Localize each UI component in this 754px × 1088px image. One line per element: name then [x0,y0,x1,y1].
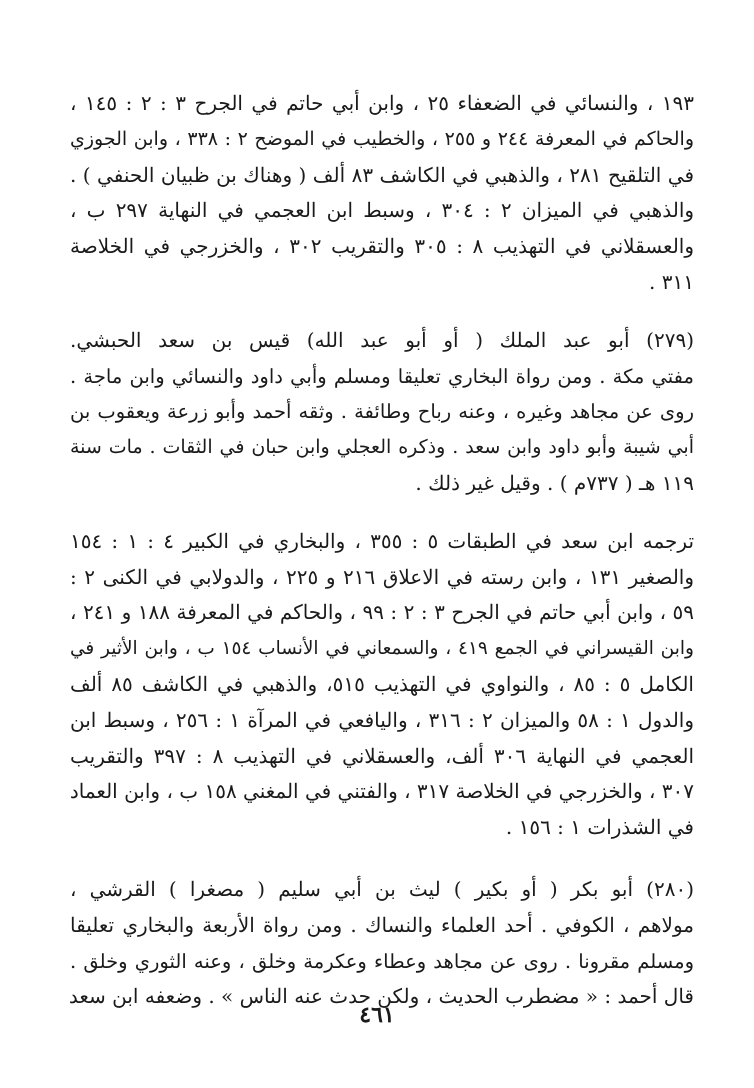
text-line: ١١٩ هـ ( ٧٣٧م ) . وقيل غير ذلك . [415,470,694,495]
text-line: أبي شيبة وأبو داود وابن سعد . وذكره العجلي وابن حبان في الثقات . مات سنة [70,436,694,459]
entry-heading: (٢٧٩) أبو عبد الملك ( أو أبو عبد الله) قيس بن سعد الحبشي. [70,327,694,352]
text-line: الكامل ٥ : ٨٥ ، والنواوي في التهذيب ٥١٥، والذهبي في الكاشف ٨٥ ألف [70,671,694,696]
paragraph-references-2 [70,524,694,846]
text-line: ٥٩ ، وابن أبي حاتم في الجرح ٣ : ٢ : ٩٩ ، والحاكم في المعرفة ١٨٨ و ٢٤١ ، [70,600,695,625]
text-line: قال أحمد : « مضطرب الحديث ، ولكن حدث عنه الناس » . وضعفه ابن سعد [68,984,694,1009]
page-number: ٤٦١ [359,1002,395,1028]
text-line: والحاكم في المعرفة ٢٤٤ و ٢٥٥ ، والخطيب في الموضح ٢ : ٣٣٨ ، وابن الجوزي [70,127,695,150]
entry-heading: (٢٨٠) أبو بكر ( أو بكير ) ليث بن أبي سليم ( مصغرا ) القرشي ، [70,876,694,901]
text-line: والصغير ١٣١ ، وابن رسته في الاعلاق ٢١٦ و ٢٢٥ ، والدولابي في الكنى ٢ : [70,564,695,589]
text-line: في التلقيح ٢٨١ ، والذهبي في الكاشف ٨٣ ألف ( وهناك بن ظبيان الحنفي ) . [70,162,695,187]
text-line: في الشذرات ١ : ١٥٦ . [505,815,694,840]
text-line: ٣١١ . [649,269,694,294]
text-line: مولاهم ، الكوفي . أحد العلماء والنساك . ومن رواة الأربعة والبخاري تعليقا [70,912,694,937]
text-line: ١٩٣ ، والنسائي في الضعفاء ٢٥ ، وابن أبي حاتم في الجرح ٣ : ٢ : ١٤٥ ، [70,91,695,115]
paragraph-entry-280 [70,872,694,1015]
text-line: ٣٠٧ ، والخزرجي في الخلاصة ٣١٧ ، والفتني في المغني ١٥٨ ب ، وابن العماد [69,779,694,804]
text-line: روى عن مجاهد وغيره ، وعنه رباح وطائفة . وثقه أحمد وأبو زرعة ويعقوب بن [70,400,694,424]
text-line: ومسلم مقرونا . روى عن مجاهد وعطاء وعكرمة وخلق ، وعنه الثوري وخلق . [70,949,694,973]
text-line: والعسقلاني في التهذيب ٨ : ٣٠٥ والتقريب ٣٠٢ ، والخزرجي في الخلاصة [70,234,695,259]
text-line: والدول ١ : ٥٨ والميزان ٢ : ٣١٦ ، واليافعي في المرآة ١ : ٢٥٦ ، وسبط ابن [70,707,695,732]
paragraph-entry-279 [70,323,694,502]
text-line: مفتي مكة . ومن رواة البخاري تعليقا ومسلم وأبي داود والنسائي وابن ماجة . [70,364,694,388]
text-line: العجمي في النهاية ٣٠٦ ألف، والعسقلاني في التهذيب ٨ : ٣٩٧ والتقريب [70,743,694,768]
paragraph-references-1 [70,86,694,301]
page-body [70,86,694,1015]
text-line: والذهبي في الميزان ٢ : ٣٠٤ ، وسبط ابن العجمي في النهاية ٢٩٧ ب ، [70,198,695,223]
text-line: وابن القيسراني في الجمع ٤١٩ ، والسمعاني في الأنساب ١٥٤ ب ، وابن الأثير في [70,638,694,660]
text-line: ترجمه ابن سعد في الطبقات ٥ : ٣٥٥ ، والبخاري في الكبير ٤ : ١ : ١٥٤ [70,528,695,553]
